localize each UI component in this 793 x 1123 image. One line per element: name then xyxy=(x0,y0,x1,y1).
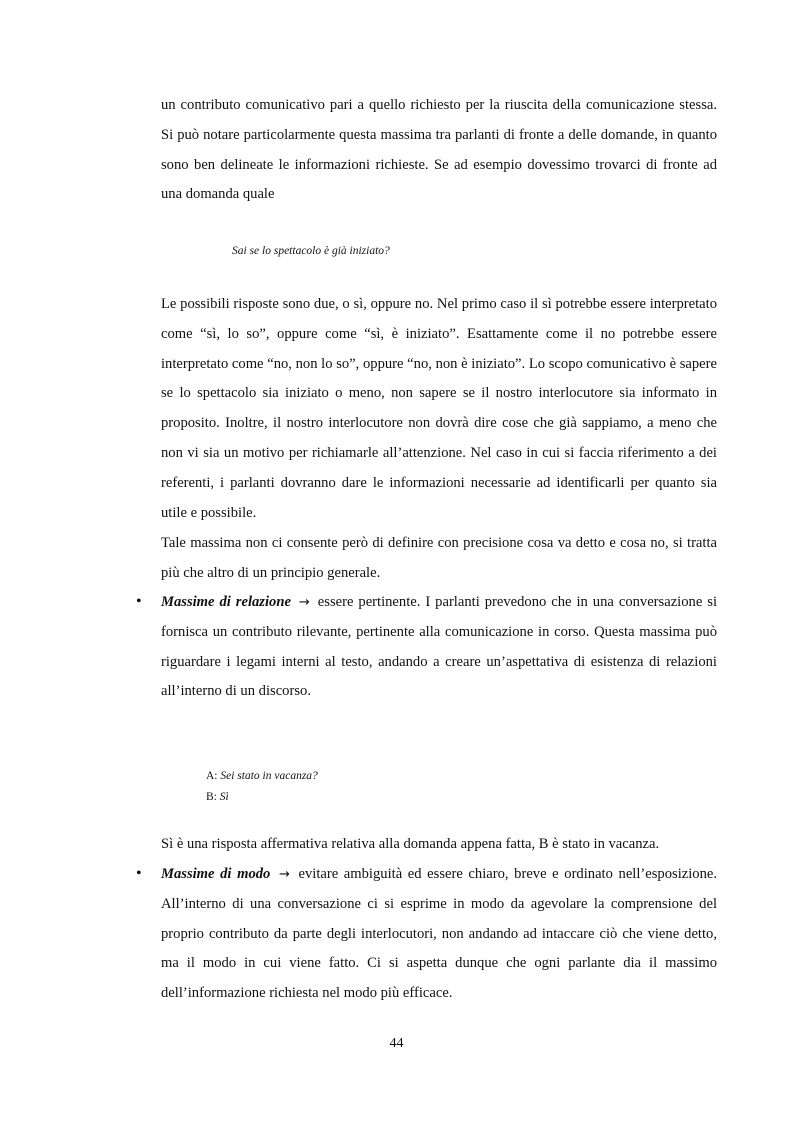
speaker-a: A: xyxy=(206,770,218,782)
mode-text: evitare ambiguità ed essere chiaro, breve e ordinato nell’esposizione. All’interno di una conversazione ci si esprime in modo da agevolare la comprensione del proprio contributo da parte degli interlocutori, non andando ad intaccare ciò che viene detto, ma il modo in cui viene fatto. Ci si aspetta dunque che ogni parlante dia il massimo dell’informazione richiesta nel modo più efficace. xyxy=(161,866,718,1002)
arrow-right-icon: → xyxy=(278,867,290,882)
dialogue-line-b xyxy=(206,788,229,806)
dialogue-comment: Sì è una risposta affermativa relativa alla domanda appena fatta, B è stato in vacanza. xyxy=(161,836,660,852)
term-relation: Massime di relazione xyxy=(161,594,291,610)
bullet-mode xyxy=(161,860,717,1009)
speaker-b: B: xyxy=(206,791,217,803)
intro-paragraph: un contributo comunicativo pari a quello richiesto per la riuscita della comunicazione stessa. Si può notare particolarmente questa massima tra parlanti di fronte a delle domande, in quanto sono ben delineate le informazioni richieste. Se ad esempio dovessimo trovarci di fronte ad una domanda quale xyxy=(161,97,717,203)
principle-paragraph: Tale massima non ci consente però di definire con precisione cosa va detto e cosa no, si tratta più che altro di un principio generale. xyxy=(161,535,717,581)
dialogue-line-a xyxy=(206,767,318,785)
page-number: 44 xyxy=(389,1036,404,1051)
line-b: Sì xyxy=(219,791,229,803)
example-question: Sai se lo spettacolo è già iniziato? xyxy=(232,245,390,257)
answers-paragraph: Le possibili risposte sono due, o sì, oppure no. Nel primo caso il sì potrebbe essere interpretato come “sì, lo so”, oppure come “sì, è iniziato”. Esattamente come il no potrebbe essere interpretato come “no, non lo so”, oppure “no, non è iniziato”. Lo scopo comunicativo è sapere se lo spettacolo sia iniziato o meno, non sapere se il nostro interlocutore sia informato in proposito. Inoltre, il nostro interlocutore non dovrà dire cose che già sappiamo, a meno che non vi sia un motivo per richiamarle all’attenzione. Nel caso in cui si faccia riferimento a dei referenti, i parlanti dovranno dare le informazioni necessarie ad identificarli per quanto sia utile e possibile. xyxy=(161,296,717,521)
relation-text: essere pertinente. I parlanti prevedono che in una conversazione si fornisca un contributo rilevante, pertinente alla comunicazione in corso. Questa massima può riguardare i legami interni al testo, andando a creare un’aspettativa di esistenza di relazioni all’interno di un discorso. xyxy=(161,594,717,700)
line-a: Sei stato in vacanza? xyxy=(220,770,318,782)
arrow-right-icon: → xyxy=(298,595,310,610)
bullet-relation xyxy=(161,588,717,707)
bullet-marker-mode: • xyxy=(136,865,142,882)
bullet-marker-relation: • xyxy=(136,593,142,610)
term-mode: Massime di modo xyxy=(161,866,271,882)
